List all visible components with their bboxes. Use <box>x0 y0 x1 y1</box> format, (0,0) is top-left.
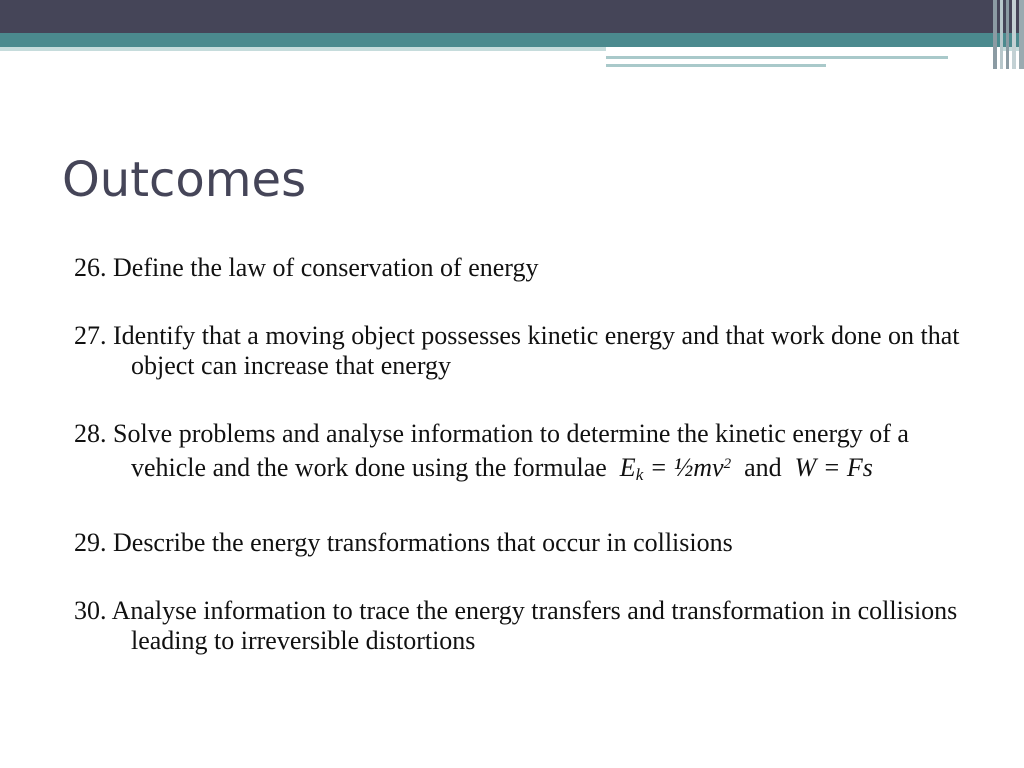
outcome-text: Solve problems and analyse information to determine the kinetic energy of a vehicle and the work done using the formulae <box>113 419 909 482</box>
outcome-item <box>74 253 974 283</box>
outcome-item <box>74 419 974 490</box>
header-edge-stripe <box>1006 0 1009 69</box>
header-edge-stripe <box>1012 0 1016 69</box>
header-edge-stripe <box>1000 0 1003 69</box>
outcome-item <box>74 528 974 558</box>
outcome-text: Define the law of conservation of energy <box>113 253 539 282</box>
formula-and: and <box>744 453 782 482</box>
outcome-number: 29. <box>74 528 107 557</box>
outcome-number: 27. <box>74 321 107 350</box>
outcome-number: 30. <box>74 596 107 625</box>
outcome-text: Analyse information to trace the energy transfers and transformation in collisions leading to irreversible distortions <box>111 596 958 655</box>
slide-title: Outcomes <box>62 152 307 208</box>
outcomes-list <box>74 253 974 694</box>
header-edge-stripe <box>993 0 997 69</box>
formula-work: W = Fs <box>794 453 873 482</box>
header-bar-teal <box>0 33 1024 47</box>
outcome-item <box>74 596 974 656</box>
outcome-number: 26. <box>74 253 107 282</box>
outcome-text: Describe the energy transformations that occur in collisions <box>113 528 733 557</box>
header-accent-line <box>606 64 826 67</box>
header-bar-dark <box>0 0 1024 33</box>
header-accent-line <box>606 56 948 59</box>
outcome-number: 28. <box>74 419 107 448</box>
header-edge-stripe <box>1019 0 1024 69</box>
outcome-item <box>74 321 974 381</box>
outcome-text: Identify that a moving object possesses kinetic energy and that work done on that object can increase that energy <box>113 321 960 380</box>
formula-kinetic-energy: $E_k$ = $\frac{1}{2}mv^2$ <box>619 453 732 484</box>
